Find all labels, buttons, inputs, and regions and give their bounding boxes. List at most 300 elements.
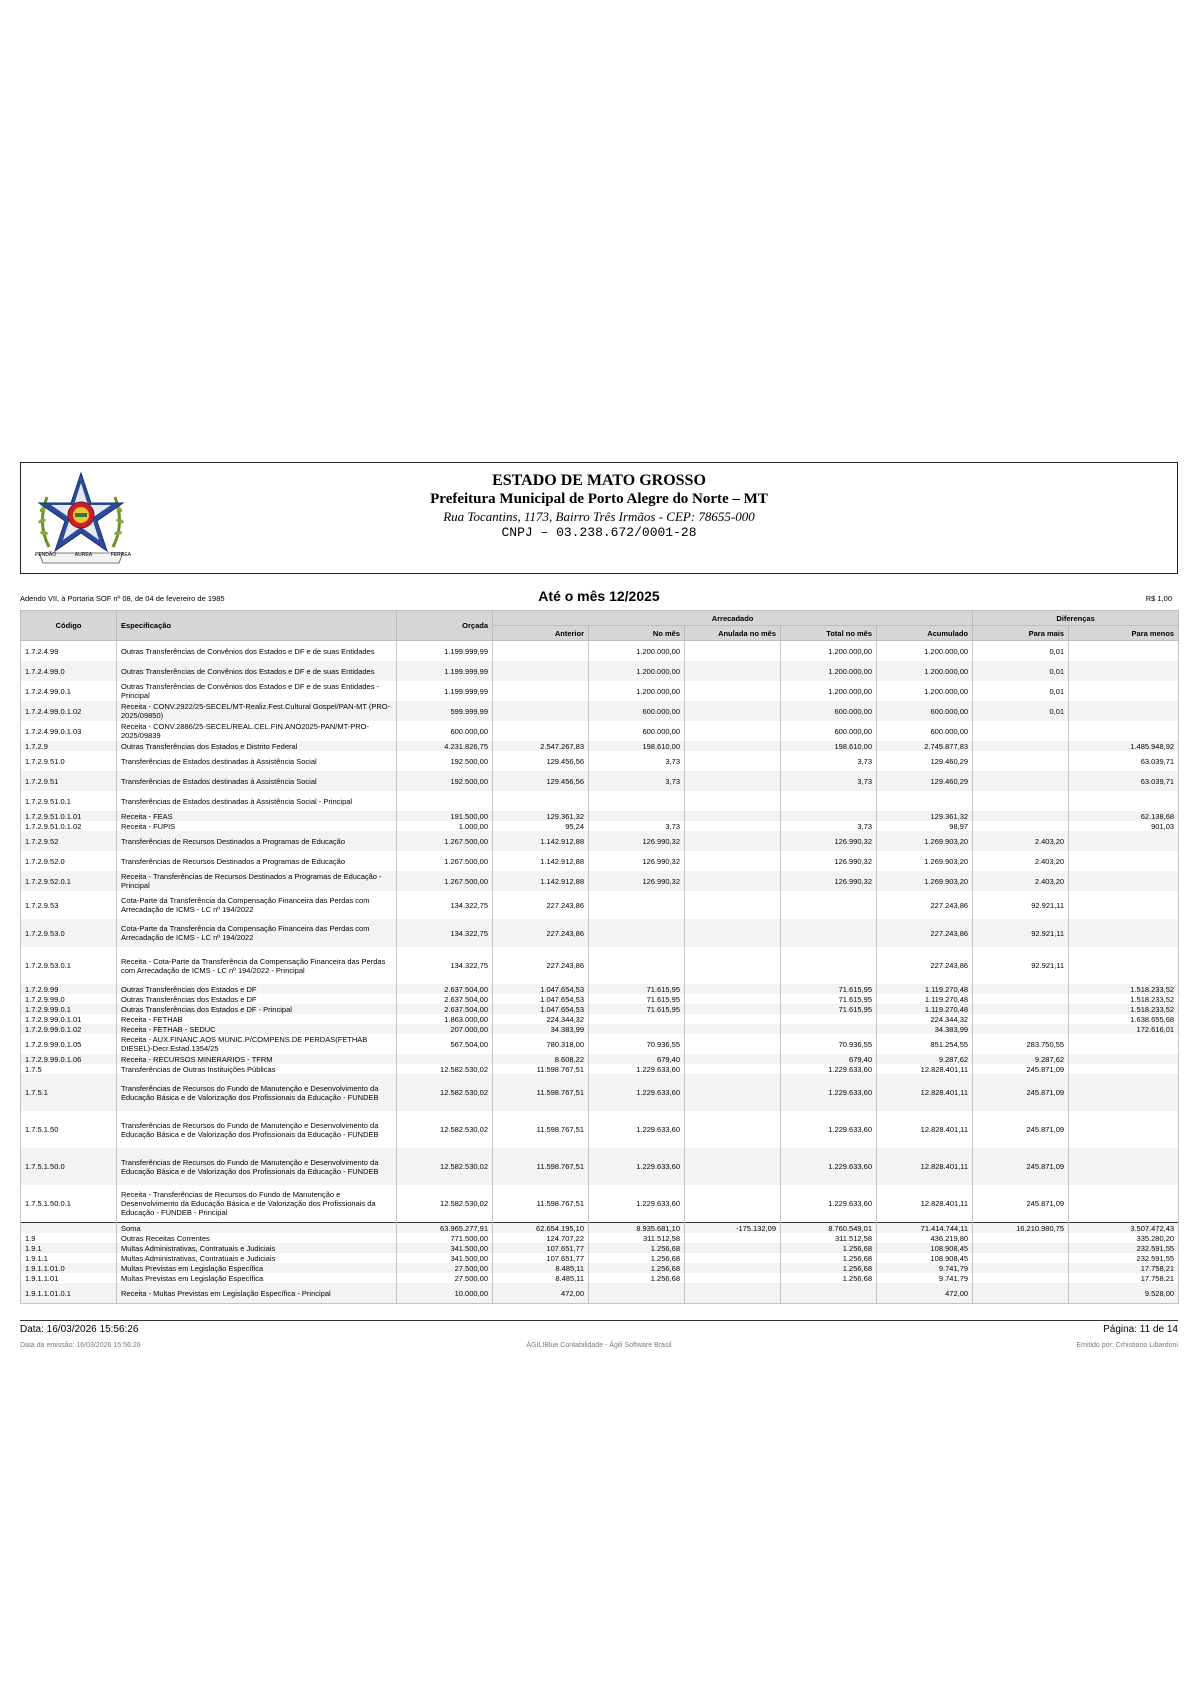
cell-especificacao: Receita - CONV.2922/25-SECEL/MT-Realiz.Fest.Cultural Gospel/PAN-MT (PRO-2025/09850) bbox=[117, 701, 397, 721]
cell-anterior: 1.142.912,88 bbox=[493, 851, 589, 871]
cell-para-menos bbox=[1069, 831, 1179, 851]
cell-acumulado: 227.243,86 bbox=[877, 891, 973, 919]
cell-total-mes: 1.256,68 bbox=[781, 1273, 877, 1283]
cell-especificacao: Multas Administrativas, Contratuais e Judiciais bbox=[117, 1243, 397, 1253]
cell-para-menos bbox=[1069, 871, 1179, 891]
cell-para-menos: 335.280,20 bbox=[1069, 1233, 1179, 1243]
cell-acumulado: 9.741,79 bbox=[877, 1273, 973, 1283]
table-row bbox=[21, 871, 1179, 891]
cell-anulada bbox=[685, 919, 781, 947]
cell-total-mes: 1.229.633,60 bbox=[781, 1074, 877, 1111]
cell-acumulado: 12.828.401,11 bbox=[877, 1074, 973, 1111]
table-row bbox=[21, 1273, 1179, 1283]
cell-para-menos: 232.591,55 bbox=[1069, 1253, 1179, 1263]
cell-anulada bbox=[685, 811, 781, 821]
cell-orcada: 1.199.999,99 bbox=[397, 681, 493, 701]
cell-codigo: 1.7.2.9.99.0.1.06 bbox=[21, 1054, 117, 1064]
cell-total-mes: 70.936,55 bbox=[781, 1034, 877, 1054]
cell-para-mais bbox=[973, 994, 1069, 1004]
cell-no-mes: 679,40 bbox=[589, 1054, 685, 1064]
cell-no-mes bbox=[589, 1014, 685, 1024]
cell-para-mais bbox=[973, 1273, 1069, 1283]
cell-no-mes: 3,73 bbox=[589, 821, 685, 831]
cell-para-menos: 1.518.233,52 bbox=[1069, 984, 1179, 994]
cell-especificacao: Receita - FETHAB - SEDUC bbox=[117, 1024, 397, 1034]
cell-especificacao: Transferências de Estados destinadas à Assistência Social bbox=[117, 771, 397, 791]
cell-acumulado: 600.000,00 bbox=[877, 701, 973, 721]
cell-para-menos bbox=[1069, 661, 1179, 681]
cell-para-menos bbox=[1069, 851, 1179, 871]
cell-anulada bbox=[685, 984, 781, 994]
cell-total-mes: 8.760.549,01 bbox=[781, 1223, 877, 1234]
cell-acumulado: 227.243,86 bbox=[877, 947, 973, 984]
cell-total-mes: 1.256,68 bbox=[781, 1243, 877, 1253]
cell-no-mes: 70.936,55 bbox=[589, 1034, 685, 1054]
cell-para-mais bbox=[973, 1024, 1069, 1034]
emitted-by: Emitido por: Crhistiano Libardoni bbox=[1076, 1342, 1178, 1349]
cell-acumulado: 600.000,00 bbox=[877, 721, 973, 741]
cell-no-mes: 1.200.000,00 bbox=[589, 641, 685, 662]
cell-total-mes bbox=[781, 1024, 877, 1034]
cell-para-mais: 245.871,09 bbox=[973, 1185, 1069, 1223]
col-codigo: Código bbox=[21, 611, 117, 641]
cell-orcada: 341.500,00 bbox=[397, 1243, 493, 1253]
cell-orcada: 12.582.530,02 bbox=[397, 1185, 493, 1223]
cell-anterior: 11.598.767,51 bbox=[493, 1148, 589, 1185]
cell-acumulado: 1.119.270,48 bbox=[877, 1004, 973, 1014]
cell-no-mes: 1.256,68 bbox=[589, 1253, 685, 1263]
cell-acumulado: 12.828.401,11 bbox=[877, 1111, 973, 1148]
cell-anulada bbox=[685, 1148, 781, 1185]
cell-anulada bbox=[685, 741, 781, 751]
cell-codigo: 1.7.2.9.51.0.1.02 bbox=[21, 821, 117, 831]
cell-acumulado: 224.344,32 bbox=[877, 1014, 973, 1024]
cell-anulada bbox=[685, 851, 781, 871]
cell-orcada: 63.965.277,91 bbox=[397, 1223, 493, 1234]
cell-codigo: 1.7.2.9.99.0.1 bbox=[21, 1004, 117, 1014]
table-row bbox=[21, 661, 1179, 681]
cell-anulada bbox=[685, 1054, 781, 1064]
cell-orcada: 134.322,75 bbox=[397, 919, 493, 947]
cell-codigo: 1.7.5.1.50.0.1 bbox=[21, 1185, 117, 1223]
cell-codigo: 1.7.2.9.99.0.1.01 bbox=[21, 1014, 117, 1024]
cell-anterior: 95,24 bbox=[493, 821, 589, 831]
cell-especificacao: Multas Previstas em Legislação Específica bbox=[117, 1263, 397, 1273]
cell-total-mes: 3,73 bbox=[781, 751, 877, 771]
cell-acumulado: 71.414.744,11 bbox=[877, 1223, 973, 1234]
cell-para-mais: 0,01 bbox=[973, 701, 1069, 721]
cell-anterior: 107.651,77 bbox=[493, 1253, 589, 1263]
cell-anterior: 11.598.767,51 bbox=[493, 1111, 589, 1148]
cell-especificacao: Receita - FUPIS bbox=[117, 821, 397, 831]
cell-codigo: 1.9.1 bbox=[21, 1243, 117, 1253]
cell-para-mais: 0,01 bbox=[973, 681, 1069, 701]
cell-para-mais: 283.750,55 bbox=[973, 1034, 1069, 1054]
cell-codigo: 1.7.5.1 bbox=[21, 1074, 117, 1111]
cell-codigo: 1.7.2.9 bbox=[21, 741, 117, 751]
cell-para-mais bbox=[973, 811, 1069, 821]
cell-acumulado: 1.119.270,48 bbox=[877, 984, 973, 994]
cell-anulada bbox=[685, 1253, 781, 1263]
cell-para-mais bbox=[973, 821, 1069, 831]
cell-no-mes: 8.935.681,10 bbox=[589, 1223, 685, 1234]
cell-anterior: 227.243,86 bbox=[493, 919, 589, 947]
cell-acumulado: 2.745.877,83 bbox=[877, 741, 973, 751]
cell-no-mes: 198.610,00 bbox=[589, 741, 685, 751]
cell-codigo: 1.7.2.9.51 bbox=[21, 771, 117, 791]
cell-especificacao: Receita - RECURSOS MINERARIOS - TFRM bbox=[117, 1054, 397, 1064]
table-row bbox=[21, 1233, 1179, 1243]
cell-anulada bbox=[685, 1273, 781, 1283]
cell-no-mes: 126.990,32 bbox=[589, 851, 685, 871]
cell-acumulado: 12.828.401,11 bbox=[877, 1185, 973, 1223]
footer-divider bbox=[20, 1320, 1178, 1321]
table-row bbox=[21, 831, 1179, 851]
cell-total-mes: 311.512,58 bbox=[781, 1233, 877, 1243]
currency-unit: R$ 1,00 bbox=[1145, 594, 1172, 603]
cell-acumulado: 1.200.000,00 bbox=[877, 641, 973, 662]
cell-no-mes: 71.615,95 bbox=[589, 994, 685, 1004]
cell-anterior: 1.047.654,53 bbox=[493, 994, 589, 1004]
table-row bbox=[21, 1283, 1179, 1304]
cell-codigo: 1.7.2.9.51.0.1 bbox=[21, 791, 117, 811]
cell-codigo: 1.7.5 bbox=[21, 1064, 117, 1074]
cell-para-menos bbox=[1069, 947, 1179, 984]
cell-para-menos: 1.518.233,52 bbox=[1069, 994, 1179, 1004]
cell-anulada bbox=[685, 641, 781, 662]
table-row bbox=[21, 891, 1179, 919]
cell-codigo: 1.7.2.9.52.0 bbox=[21, 851, 117, 871]
cell-para-mais bbox=[973, 984, 1069, 994]
cell-anterior: 62.654.195,10 bbox=[493, 1223, 589, 1234]
cell-especificacao: Transferências de Recursos do Fundo de Manutenção e Desenvolvimento da Educação Básica e de Valorização dos Profissionais da Educação - FUNDEB bbox=[117, 1074, 397, 1111]
cell-codigo: 1.7.2.4.99.0 bbox=[21, 661, 117, 681]
cell-para-mais: 245.871,09 bbox=[973, 1148, 1069, 1185]
cell-para-menos: 1.638.655,68 bbox=[1069, 1014, 1179, 1024]
col-para-mais: Para mais bbox=[973, 626, 1069, 641]
cell-total-mes bbox=[781, 919, 877, 947]
table-row bbox=[21, 984, 1179, 994]
cell-anulada bbox=[685, 791, 781, 811]
table-row bbox=[21, 1024, 1179, 1034]
cell-anterior: 8.485,11 bbox=[493, 1263, 589, 1273]
cell-especificacao: Receita - AUX.FINANC.AOS MUNIC.P/COMPENS.DE PERDAS(FETHAB DIESEL)-Decr.Estad.1354/25 bbox=[117, 1034, 397, 1054]
cell-para-menos: 3.507.472,43 bbox=[1069, 1223, 1179, 1234]
municipality-title: Prefeitura Municipal de Porto Alegre do Norte – MT bbox=[430, 491, 768, 507]
cell-anulada: -175.132,09 bbox=[685, 1223, 781, 1234]
cell-no-mes: 1.256,68 bbox=[589, 1243, 685, 1253]
cell-orcada: 192.500,00 bbox=[397, 751, 493, 771]
cnpj: CNPJ – 03.238.672/0001-28 bbox=[501, 525, 697, 540]
cell-especificacao: Transferências de Recursos do Fundo de Manutenção e Desenvolvimento da Educação Básica e de Valorização dos Profissionais da Educação - FUNDEB bbox=[117, 1111, 397, 1148]
cell-especificacao: Soma bbox=[117, 1223, 397, 1234]
cell-anterior: 1.047.654,53 bbox=[493, 984, 589, 994]
cell-anterior bbox=[493, 701, 589, 721]
cell-especificacao: Outras Transferências de Convênios dos Estados e DF e de suas Entidades - Principal bbox=[117, 681, 397, 701]
cell-orcada: 4.231.826,75 bbox=[397, 741, 493, 751]
col-group-arrecadado: Arrecadado bbox=[493, 611, 973, 626]
cell-anterior: 1.142.912,88 bbox=[493, 871, 589, 891]
cell-anterior: 8.485,11 bbox=[493, 1273, 589, 1283]
cell-no-mes: 600.000,00 bbox=[589, 721, 685, 741]
cell-anulada bbox=[685, 1004, 781, 1014]
cell-anulada bbox=[685, 1233, 781, 1243]
cell-especificacao: Transferências de Recursos Destinados a Programas de Educação bbox=[117, 831, 397, 851]
cell-acumulado: 129.361,32 bbox=[877, 811, 973, 821]
cell-para-mais: 92.921,11 bbox=[973, 947, 1069, 984]
cell-no-mes: 1.229.633,60 bbox=[589, 1185, 685, 1223]
cell-especificacao: Receita - FETHAB bbox=[117, 1014, 397, 1024]
cell-anulada bbox=[685, 1263, 781, 1273]
cell-codigo: 1.9.1.1.01.0 bbox=[21, 1263, 117, 1273]
cell-especificacao: Receita - CONV.2886/25-SECEL/REAL.CEL.FIN.ANO2025-PAN/MT-PRO-2025/09839 bbox=[117, 721, 397, 741]
table-body bbox=[21, 641, 1179, 1304]
cell-acumulado: 12.828.401,11 bbox=[877, 1148, 973, 1185]
cell-codigo: 1.7.5.1.50.0 bbox=[21, 1148, 117, 1185]
cell-para-mais bbox=[973, 751, 1069, 771]
cell-anterior bbox=[493, 661, 589, 681]
cell-acumulado: 9.741,79 bbox=[877, 1263, 973, 1273]
state-title: ESTADO DE MATO GROSSO bbox=[492, 472, 706, 489]
cell-orcada: 191.500,00 bbox=[397, 811, 493, 821]
cell-codigo: 1.7.2.4.99.0.1.03 bbox=[21, 721, 117, 741]
cell-orcada: 12.582.530,02 bbox=[397, 1064, 493, 1074]
cell-anterior: 780.318,00 bbox=[493, 1034, 589, 1054]
cell-codigo: 1.7.2.4.99.0.1.02 bbox=[21, 701, 117, 721]
cell-codigo bbox=[21, 1223, 117, 1234]
cell-para-mais: 0,01 bbox=[973, 641, 1069, 662]
table-row bbox=[21, 1111, 1179, 1148]
cell-para-menos bbox=[1069, 641, 1179, 662]
cell-para-menos bbox=[1069, 1074, 1179, 1111]
cell-especificacao: Transferências de Estados destinadas à Assistência Social bbox=[117, 751, 397, 771]
col-anulada: Anulada no mês bbox=[685, 626, 781, 641]
cell-para-menos: 63.039,71 bbox=[1069, 771, 1179, 791]
cell-no-mes: 1.229.633,60 bbox=[589, 1074, 685, 1111]
table-row bbox=[21, 1064, 1179, 1074]
cell-para-mais bbox=[973, 1243, 1069, 1253]
cell-orcada: 12.582.530,02 bbox=[397, 1074, 493, 1111]
cell-orcada: 1.199.999,99 bbox=[397, 661, 493, 681]
cell-acumulado: 129.460,29 bbox=[877, 751, 973, 771]
cell-acumulado: 1.269.903,20 bbox=[877, 851, 973, 871]
cell-para-menos: 1.518.233,52 bbox=[1069, 1004, 1179, 1014]
cell-orcada: 1.863.000,00 bbox=[397, 1014, 493, 1024]
cell-orcada: 567.504,00 bbox=[397, 1034, 493, 1054]
cell-no-mes bbox=[589, 1283, 685, 1304]
cell-total-mes bbox=[781, 1014, 877, 1024]
col-orcada: Orçada bbox=[397, 611, 493, 641]
cell-no-mes bbox=[589, 947, 685, 984]
cell-orcada: 10.000,00 bbox=[397, 1283, 493, 1304]
cell-anterior: 129.456,56 bbox=[493, 771, 589, 791]
cell-anterior: 124.707,22 bbox=[493, 1233, 589, 1243]
cell-orcada: 1.267.500,00 bbox=[397, 831, 493, 851]
cell-especificacao: Transferências de Estados destinadas à Assistência Social - Principal bbox=[117, 791, 397, 811]
cell-codigo: 1.7.2.9.53 bbox=[21, 891, 117, 919]
cell-no-mes: 1.256,68 bbox=[589, 1273, 685, 1283]
table-row bbox=[21, 851, 1179, 871]
cell-anterior: 227.243,86 bbox=[493, 891, 589, 919]
cell-especificacao: Transferências de Recursos do Fundo de Manutenção e Desenvolvimento da Educação Básica e de Valorização dos Profissionais da Educação - FUNDEB bbox=[117, 1148, 397, 1185]
cell-no-mes: 3,73 bbox=[589, 771, 685, 791]
cell-codigo: 1.7.2.4.99.0.1 bbox=[21, 681, 117, 701]
cell-codigo: 1.7.2.9.51.0 bbox=[21, 751, 117, 771]
cell-acumulado: 1.269.903,20 bbox=[877, 831, 973, 851]
cell-especificacao: Transferências de Outras Instituições Públicas bbox=[117, 1064, 397, 1074]
cell-para-mais: 16.210.980,75 bbox=[973, 1223, 1069, 1234]
cell-anulada bbox=[685, 751, 781, 771]
cell-anulada bbox=[685, 1111, 781, 1148]
col-group-diferencas: Diferenças bbox=[973, 611, 1179, 626]
cell-orcada: 27.500,00 bbox=[397, 1273, 493, 1283]
cell-orcada: 1.199.999,99 bbox=[397, 641, 493, 662]
period-title: Até o mês 12/2025 bbox=[538, 588, 660, 604]
cell-para-menos: 1.485.948,92 bbox=[1069, 741, 1179, 751]
cell-no-mes: 1.200.000,00 bbox=[589, 681, 685, 701]
cell-especificacao: Outras Transferências de Convênios dos Estados e DF e de suas Entidades bbox=[117, 641, 397, 662]
col-especificacao: Especificação bbox=[117, 611, 397, 641]
cell-anulada bbox=[685, 1243, 781, 1253]
cell-para-menos bbox=[1069, 1064, 1179, 1074]
cell-para-menos bbox=[1069, 681, 1179, 701]
col-para-menos: Para menos bbox=[1069, 626, 1179, 641]
cell-para-menos: 172.616,01 bbox=[1069, 1024, 1179, 1034]
cell-total-mes: 126.990,32 bbox=[781, 871, 877, 891]
cell-total-mes bbox=[781, 891, 877, 919]
table-row bbox=[21, 1004, 1179, 1014]
cell-acumulado: 227.243,86 bbox=[877, 919, 973, 947]
cell-orcada: 771.500,00 bbox=[397, 1233, 493, 1243]
cell-total-mes: 1.200.000,00 bbox=[781, 661, 877, 681]
cell-acumulado: 108.908,45 bbox=[877, 1243, 973, 1253]
cell-total-mes: 1.256,68 bbox=[781, 1253, 877, 1263]
cell-anulada bbox=[685, 1074, 781, 1111]
cell-anulada bbox=[685, 1185, 781, 1223]
cell-codigo: 1.9 bbox=[21, 1233, 117, 1243]
cell-acumulado: 34.383,99 bbox=[877, 1024, 973, 1034]
cell-para-mais: 92.921,11 bbox=[973, 919, 1069, 947]
cell-para-menos bbox=[1069, 1054, 1179, 1064]
cell-acumulado bbox=[877, 791, 973, 811]
table-row bbox=[21, 701, 1179, 721]
cell-codigo: 1.9.1.1.01 bbox=[21, 1273, 117, 1283]
cell-anulada bbox=[685, 1064, 781, 1074]
cell-no-mes: 1.229.633,60 bbox=[589, 1111, 685, 1148]
cell-anulada bbox=[685, 721, 781, 741]
cell-orcada: 192.500,00 bbox=[397, 771, 493, 791]
cell-especificacao: Outras Transferências dos Estados e DF bbox=[117, 984, 397, 994]
cell-especificacao: Outras Transferências dos Estados e DF bbox=[117, 994, 397, 1004]
cell-codigo: 1.7.2.9.53.0 bbox=[21, 919, 117, 947]
cell-no-mes: 1.200.000,00 bbox=[589, 661, 685, 681]
cell-orcada: 134.322,75 bbox=[397, 947, 493, 984]
cell-orcada: 1.267.500,00 bbox=[397, 851, 493, 871]
cell-orcada bbox=[397, 1054, 493, 1064]
cell-acumulado: 129.460,29 bbox=[877, 771, 973, 791]
report-page bbox=[20, 462, 1178, 1356]
cell-codigo: 1.9.1.1 bbox=[21, 1253, 117, 1263]
cell-total-mes bbox=[781, 1283, 877, 1304]
cell-orcada: 1.267.500,00 bbox=[397, 871, 493, 891]
cell-no-mes: 126.990,32 bbox=[589, 871, 685, 891]
cell-para-menos bbox=[1069, 791, 1179, 811]
crest-ribbon bbox=[35, 552, 131, 558]
crest-label-left: PENDÃO bbox=[35, 552, 57, 558]
cell-anulada bbox=[685, 1283, 781, 1304]
table-row bbox=[21, 947, 1179, 984]
cell-codigo: 1.7.2.9.99 bbox=[21, 984, 117, 994]
table-row bbox=[21, 641, 1179, 662]
cell-total-mes bbox=[781, 947, 877, 984]
cell-anulada bbox=[685, 701, 781, 721]
cell-especificacao: Receita - Transferências de Recursos Destinados a Programas de Educação - Principal bbox=[117, 871, 397, 891]
table-row bbox=[21, 791, 1179, 811]
cell-especificacao: Outras Receitas Correntes bbox=[117, 1233, 397, 1243]
cell-no-mes: 1.229.633,60 bbox=[589, 1064, 685, 1074]
cell-anterior: 11.598.767,51 bbox=[493, 1064, 589, 1074]
cell-no-mes: 311.512,58 bbox=[589, 1233, 685, 1243]
page-number: Página: 11 de 14 bbox=[1103, 1324, 1178, 1335]
cell-orcada: 600.000,00 bbox=[397, 721, 493, 741]
cell-acumulado: 1.200.000,00 bbox=[877, 681, 973, 701]
cell-total-mes: 3,73 bbox=[781, 821, 877, 831]
cell-orcada: 12.582.530,02 bbox=[397, 1111, 493, 1148]
cell-orcada: 207.000,00 bbox=[397, 1024, 493, 1034]
cell-acumulado: 9.287,62 bbox=[877, 1054, 973, 1064]
cell-codigo: 1.7.2.9.99.0 bbox=[21, 994, 117, 1004]
cell-para-menos bbox=[1069, 1034, 1179, 1054]
letterhead-text bbox=[21, 471, 1177, 541]
cell-para-menos: 17.758,21 bbox=[1069, 1263, 1179, 1273]
cell-total-mes: 126.990,32 bbox=[781, 851, 877, 871]
cell-para-menos: 901,03 bbox=[1069, 821, 1179, 831]
cell-total-mes: 1.229.633,60 bbox=[781, 1148, 877, 1185]
cell-total-mes: 1.229.633,60 bbox=[781, 1064, 877, 1074]
cell-anulada bbox=[685, 994, 781, 1004]
cell-acumulado: 1.200.000,00 bbox=[877, 661, 973, 681]
table-row bbox=[21, 821, 1179, 831]
cell-anterior: 8.608,22 bbox=[493, 1054, 589, 1064]
cell-total-mes bbox=[781, 811, 877, 821]
col-no-mes: No mês bbox=[589, 626, 685, 641]
cell-total-mes: 1.200.000,00 bbox=[781, 681, 877, 701]
cell-especificacao: Outras Transferências dos Estados e Distrito Federal bbox=[117, 741, 397, 751]
cell-para-mais: 2.403,20 bbox=[973, 871, 1069, 891]
cell-orcada bbox=[397, 791, 493, 811]
cell-orcada: 2.637.504,00 bbox=[397, 1004, 493, 1014]
cell-para-mais bbox=[973, 1283, 1069, 1304]
cell-orcada: 134.322,75 bbox=[397, 891, 493, 919]
table-row bbox=[21, 1263, 1179, 1273]
cell-anterior: 107.651,77 bbox=[493, 1243, 589, 1253]
cell-para-mais bbox=[973, 1253, 1069, 1263]
emission-info bbox=[20, 1342, 1178, 1356]
cell-anulada bbox=[685, 891, 781, 919]
cell-orcada: 2.637.504,00 bbox=[397, 994, 493, 1004]
table-row bbox=[21, 994, 1179, 1004]
cell-codigo: 1.9.1.1.01.0.1 bbox=[21, 1283, 117, 1304]
table-row bbox=[21, 771, 1179, 791]
cell-anterior: 11.598.767,51 bbox=[493, 1185, 589, 1223]
cell-para-mais: 245.871,09 bbox=[973, 1074, 1069, 1111]
cell-codigo: 1.7.2.9.52 bbox=[21, 831, 117, 851]
cell-para-mais bbox=[973, 1004, 1069, 1014]
cell-codigo: 1.7.2.4.99 bbox=[21, 641, 117, 662]
cell-no-mes: 71.615,95 bbox=[589, 984, 685, 994]
revenue-table bbox=[20, 610, 1179, 1304]
cell-para-menos bbox=[1069, 919, 1179, 947]
